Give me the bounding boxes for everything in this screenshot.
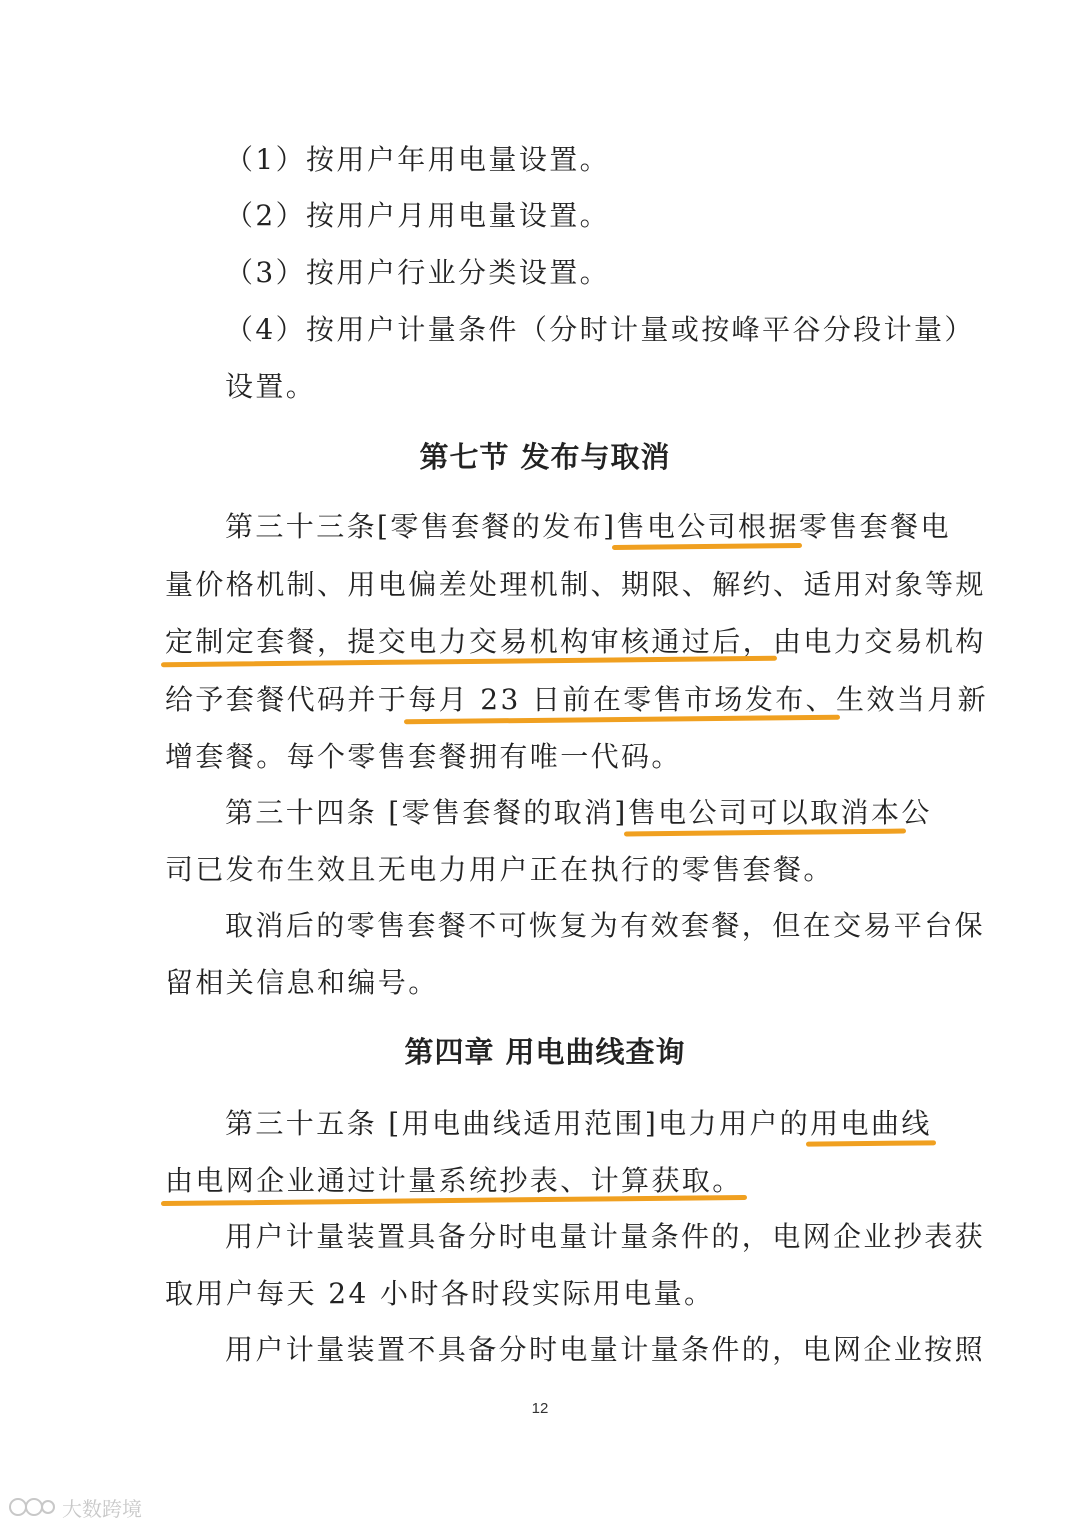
article-33-line (165, 680, 989, 720)
article-label: 第三十五条 [用电曲线适用范围]电力用户的 (225, 1107, 811, 1140)
text-run: 给予套餐代码并于 (165, 683, 409, 716)
article-35-line: 用户计量装置具备分时电量计量条件的，电网企业抄表获 (225, 1220, 986, 1253)
article-label: 第三十三条[零售套餐的发布] (225, 510, 617, 543)
watermark (8, 1492, 142, 1522)
list-item: （3）按用户行业分类设置。 (225, 256, 611, 289)
section-heading: 第七节 发布与取消 (419, 440, 671, 474)
list-item-continuation: 设置。 (225, 370, 317, 403)
article-34-line: 司已发布生效且无电力用户正在执行的零售套餐。 (165, 853, 834, 886)
article-35-line: 取用户每天 24 小时各时段实际用电量。 (165, 1277, 715, 1310)
article-34-line: 留相关信息和编号。 (165, 966, 439, 999)
text-run: 由电力交易机构 (773, 625, 986, 658)
watermark-text: 大数跨境 (62, 1496, 142, 1521)
article-34-line: 取消后的零售套餐不可恢复为有效套餐，但在交易平台保 (225, 909, 986, 942)
highlighted-text: 用电曲线 (810, 1107, 932, 1140)
article-35-line: 用户计量装置不具备分时电量计量条件的，电网企业按照 (225, 1333, 986, 1366)
text-run: 零售套餐电 (798, 510, 951, 543)
article-35-line (165, 1161, 925, 1201)
list-item: （4）按用户计量条件（分时计量或按峰平谷分段计量） (225, 313, 975, 346)
article-35-line (225, 1104, 932, 1144)
page-number: 12 (531, 1400, 549, 1417)
highlighted-text: 售电公司根据 (616, 510, 799, 543)
highlighted-text: 由电网企业通过计量系统抄表、计算获取。 (165, 1164, 743, 1197)
article-33-line (225, 507, 951, 547)
logo-icon (8, 1493, 56, 1521)
highlighted-text: 定制定套餐，提交电力交易机构审核通过后， (165, 625, 774, 658)
article-33-line (165, 622, 986, 662)
highlighted-text: 售电公司可以取消本 (627, 796, 902, 829)
text-run: 公 (901, 796, 932, 829)
article-33-line: 增套餐。每个零售套餐拥有唯一代码。 (165, 740, 682, 773)
highlighted-text: 每月 23 日前在零售市场发布、 (408, 683, 837, 716)
article-34-line (225, 793, 932, 833)
list-item: （2）按用户月用电量设置。 (225, 199, 611, 232)
chapter-heading: 第四章 用电曲线查询 (404, 1035, 686, 1069)
text-run: 生效当月新 (836, 683, 989, 716)
article-label: 第三十四条 [零售套餐的取消] (225, 796, 628, 829)
list-item: （1）按用户年用电量设置。 (225, 143, 611, 176)
article-33-line: 量价格机制、用电偏差处理机制、期限、解约、适用对象等规 (165, 568, 986, 601)
